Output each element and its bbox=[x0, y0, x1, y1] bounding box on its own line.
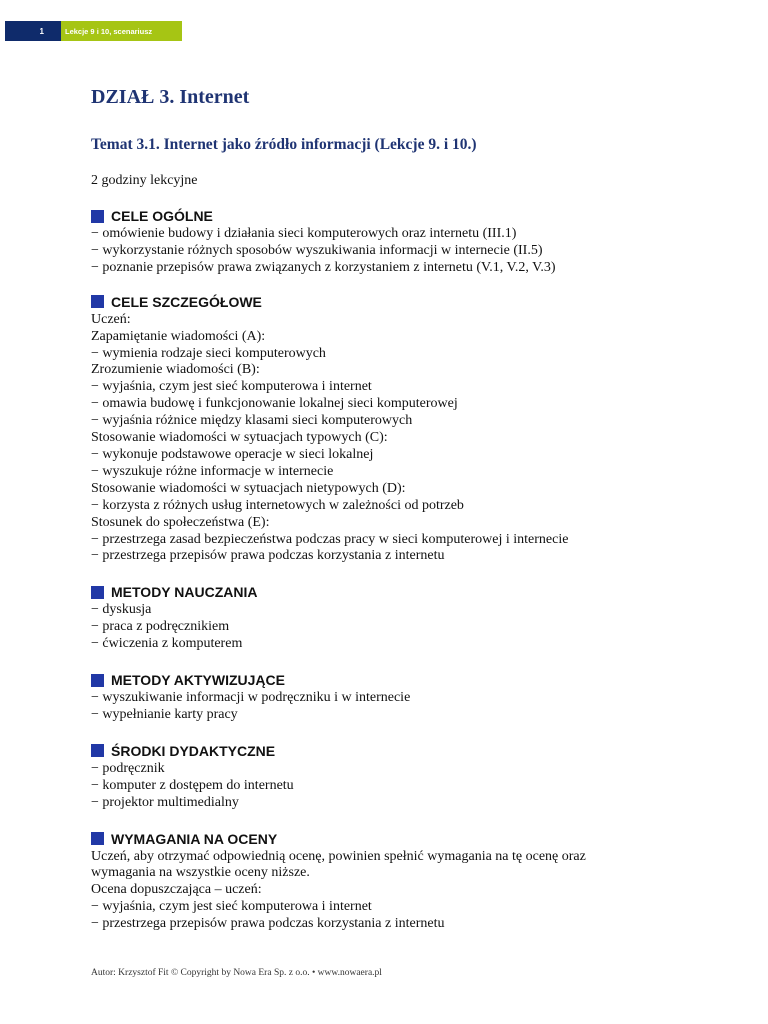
list-item: Stosunek do społeczeństwa (E): bbox=[91, 514, 270, 530]
list-item: − korzysta z różnych usług internetowych w zależności od potrzeb bbox=[91, 497, 464, 513]
section-heading-srodki-dydaktyczne bbox=[91, 741, 731, 761]
list-item: − komputer z dostępem do internetu bbox=[91, 777, 294, 793]
list-item: − dyskusja bbox=[91, 602, 152, 618]
list-item: − omówienie budowy i działania sieci komputerowych oraz internetu (III.1) bbox=[91, 226, 517, 241]
list-item: Stosowanie wiadomości w sytuacjach nietypowych (D): bbox=[91, 480, 406, 496]
lesson-hours: 2 godziny lekcyjne bbox=[91, 173, 198, 188]
list-item: − projektor multimedialny bbox=[91, 794, 239, 810]
list-item: − wymienia rodzaje sieci komputerowych bbox=[91, 345, 326, 361]
section-heading-cele-ogolne bbox=[91, 206, 731, 226]
list-item: Uczeń: bbox=[91, 311, 131, 327]
list-item: Zrozumienie wiadomości (B): bbox=[91, 362, 260, 378]
list-item: − wyjaśnia różnice między klasami sieci komputerowych bbox=[91, 413, 413, 429]
list-item: − praca z podręcznikiem bbox=[91, 619, 230, 635]
document-body bbox=[91, 84, 731, 933]
section-heading-wymagania bbox=[91, 829, 731, 849]
square-bullet-icon bbox=[91, 295, 104, 308]
list-item: − wykorzystanie różnych sposobów wyszukiwania informacji w internecie (II.5) bbox=[91, 242, 543, 258]
section-heading-label: CELE OGÓLNE bbox=[111, 208, 213, 224]
list-item: Ocena dopuszczająca – uczeń: bbox=[91, 882, 262, 898]
list-item: − przestrzega zasad bezpieczeństwa podczas pracy w sieci komputerowej i internecie bbox=[91, 531, 569, 547]
list-item: − ćwiczenia z komputerem bbox=[91, 636, 243, 652]
list-item: − wykonuje podstawowe operacje w sieci lokalnej bbox=[91, 446, 374, 462]
section-list-metody-nauczania bbox=[91, 602, 731, 653]
list-item: − wyjaśnia, czym jest sieć komputerowa i internet bbox=[91, 899, 372, 915]
page-number: 1 bbox=[5, 21, 61, 41]
list-item: − przestrzega przepisów prawa podczas korzystania z internetu bbox=[91, 548, 445, 564]
section-heading-label: CELE SZCZEGÓŁOWE bbox=[111, 293, 262, 310]
square-bullet-icon bbox=[91, 744, 104, 757]
square-bullet-icon bbox=[91, 832, 104, 845]
chapter-title: DZIAŁ 3. Internet bbox=[91, 86, 250, 108]
section-heading-cele-szczegolowe bbox=[91, 292, 731, 312]
section-list-cele-szczegolowe bbox=[91, 312, 731, 566]
section-heading-label: WYMAGANIA NA OCENY bbox=[111, 830, 278, 847]
list-item: − podręcznik bbox=[91, 760, 165, 776]
requirements-intro: Uczeń, aby otrzymać odpowiednią ocenę, powinien spełnić wymagania na tę ocenę oraz wymagania na wszystkie oceny niższe. bbox=[91, 848, 586, 881]
lesson-tag: Lekcje 9 i 10, scenariusz bbox=[61, 21, 182, 41]
list-item: Zapamiętanie wiadomości (A): bbox=[91, 328, 266, 344]
section-list-srodki-dydaktyczne bbox=[91, 761, 731, 812]
list-item: − wypełnianie karty pracy bbox=[91, 706, 238, 722]
list-item: − wyszukiwanie informacji w podręczniku i w internecie bbox=[91, 690, 411, 706]
list-item: − przestrzega przepisów prawa podczas korzystania z internetu bbox=[91, 916, 445, 932]
section-list-wymagania bbox=[91, 849, 731, 934]
section-heading-label: ŚRODKI DYDAKTYCZNE bbox=[111, 742, 276, 759]
list-item: − omawia budowę i funkcjonowanie lokalnej sieci komputerowej bbox=[91, 396, 458, 412]
page-header bbox=[5, 21, 182, 41]
list-item: − wyszukuje różne informacje w internecie bbox=[91, 463, 334, 479]
list-item: − wyjaśnia, czym jest sieć komputerowa i internet bbox=[91, 379, 372, 395]
square-bullet-icon bbox=[91, 210, 104, 223]
section-heading-label: METODY NAUCZANIA bbox=[111, 584, 258, 601]
list-item: Stosowanie wiadomości w sytuacjach typowych (C): bbox=[91, 430, 388, 446]
square-bullet-icon bbox=[91, 674, 104, 687]
list-item: − poznanie przepisów prawa związanych z korzystaniem z internetu (V.1, V.2, V.3) bbox=[91, 259, 556, 275]
section-heading-metody-nauczania bbox=[91, 582, 731, 602]
section-heading-label: METODY AKTYWIZUJĄCE bbox=[111, 672, 285, 689]
topic-title: Temat 3.1. Internet jako źródło informacji (Lekcje 9. i 10.) bbox=[91, 136, 477, 153]
section-list-metody-aktywizujace bbox=[91, 690, 731, 724]
square-bullet-icon bbox=[91, 586, 104, 599]
page-footer: Autor: Krzysztof Fit © Copyright by Nowa Era Sp. z o.o. • www.nowaera.pl bbox=[91, 968, 382, 978]
section-heading-metody-aktywizujace bbox=[91, 670, 731, 690]
section-list-cele-ogolne bbox=[91, 226, 731, 277]
